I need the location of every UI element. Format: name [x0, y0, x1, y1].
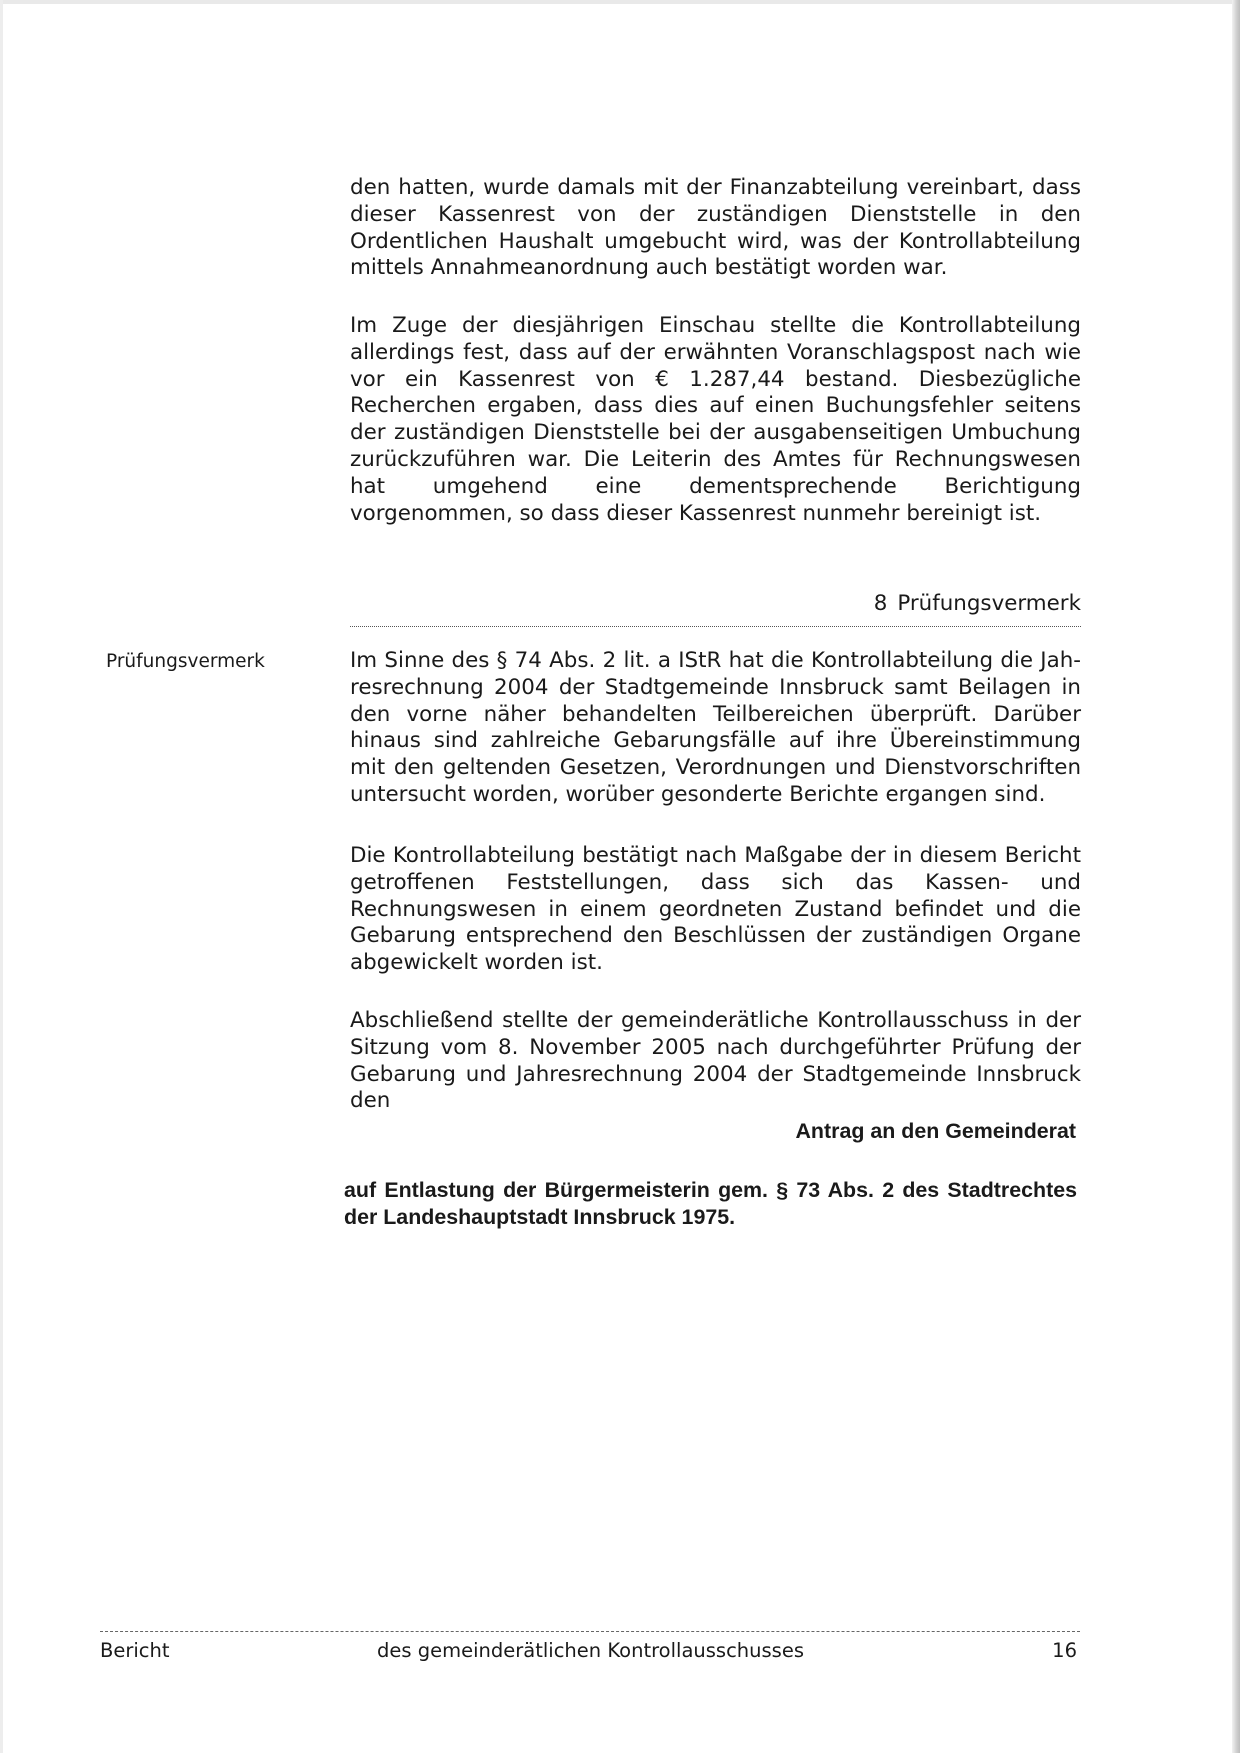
paragraph-einschau: Im Zuge der diesjährigen Einschau stellte die Kontrollabteilung allerdings fest, dass auf der erwähnten Voranschlagspost nach wie vor ein Kassenrest von € 1.287,44 bestand. Diesbezügliche Recherchen ergaben, dass dies auf einen Buchungsfehler seitens der zuständigen Dienststelle bei der ausgabenseitigen Umbuchung zurückzuführen war. Die Leiterin des Amtes für Rechnungswesen hat umgehend eine dementsprechende Berichtigung vorgenommen, so dass dieser Kassenrest nunmehr bereinigt ist. — [350, 313, 1081, 526]
motion-text: auf Entlastung der Bürgermeisterin gem. § 73 Abs. 2 des Stadtrechtes der Landeshauptstadt Innsbruck 1975. — [344, 1178, 1077, 1229]
section-number: 8 — [873, 591, 888, 616]
footer-divider — [100, 1631, 1080, 1632]
page-number: 16 — [1052, 1639, 1077, 1662]
motion-title: Antrag an den Gemeinderat — [795, 1119, 1076, 1143]
scan-edge-left — [0, 0, 3, 1753]
paragraph-bestaetigung: Die Kontrollabteilung bestätigt nach Maßgabe der in diesem Bericht getroffenen Feststellungen, dass sich das Kassen- und Rechnungswesen in einem geordneten Zustand befindet und die Gebarung entsprechend den Beschlüssen der zuständigen Organe abgewickelt worden ist. — [350, 843, 1081, 976]
footer-left: Bericht — [100, 1639, 170, 1662]
scan-edge-right — [1232, 0, 1240, 1753]
section-title: Prüfungsvermerk — [897, 591, 1081, 616]
paragraph-abschluss: Abschließend stellte der gemeinderätliche Kontrollausschuss in der Sitzung vom 8. November 2005 nach durchgeführter Prüfung der Gebarung und Jahresrechnung 2004 der Stadtgemeinde Innsbruck den — [350, 1008, 1081, 1114]
paragraph-kassenrest-continued: den hatten, wurde damals mit der Finanzabteilung vereinbart, dass dieser Kassenrest von der zuständigen Dienststelle in den Ordentlichen Haushalt umgebucht wird, was der Kontrollabteilung mittels Annahmeanordnung auch bestätigt worden war. — [350, 175, 1081, 281]
scan-edge-top — [0, 0, 1240, 4]
section-heading — [350, 590, 1081, 627]
footer-center: des gemeinderätlichen Kontrollausschusses — [377, 1639, 804, 1662]
page-footer — [100, 1638, 1077, 1668]
paragraph-pruefung: Im Sinne des § 74 Abs. 2 lit. a IStR hat die Kontrollabteilung die Jahresrechnung 2004 der Stadtgemeinde Innsbruck samt Beilagen in den vorne näher behandelten Teilbereichen überprüft. Darüber hinaus sind zahlreiche Gebarungsfälle auf ihre Übereinstimmung mit den geltenden Gesetzen, Verordnungen und Dienstvorschriften untersucht worden, worüber gesonderte Berichte ergangen sind. — [350, 648, 1081, 807]
margin-note: Prüfungsvermerk — [106, 651, 265, 672]
